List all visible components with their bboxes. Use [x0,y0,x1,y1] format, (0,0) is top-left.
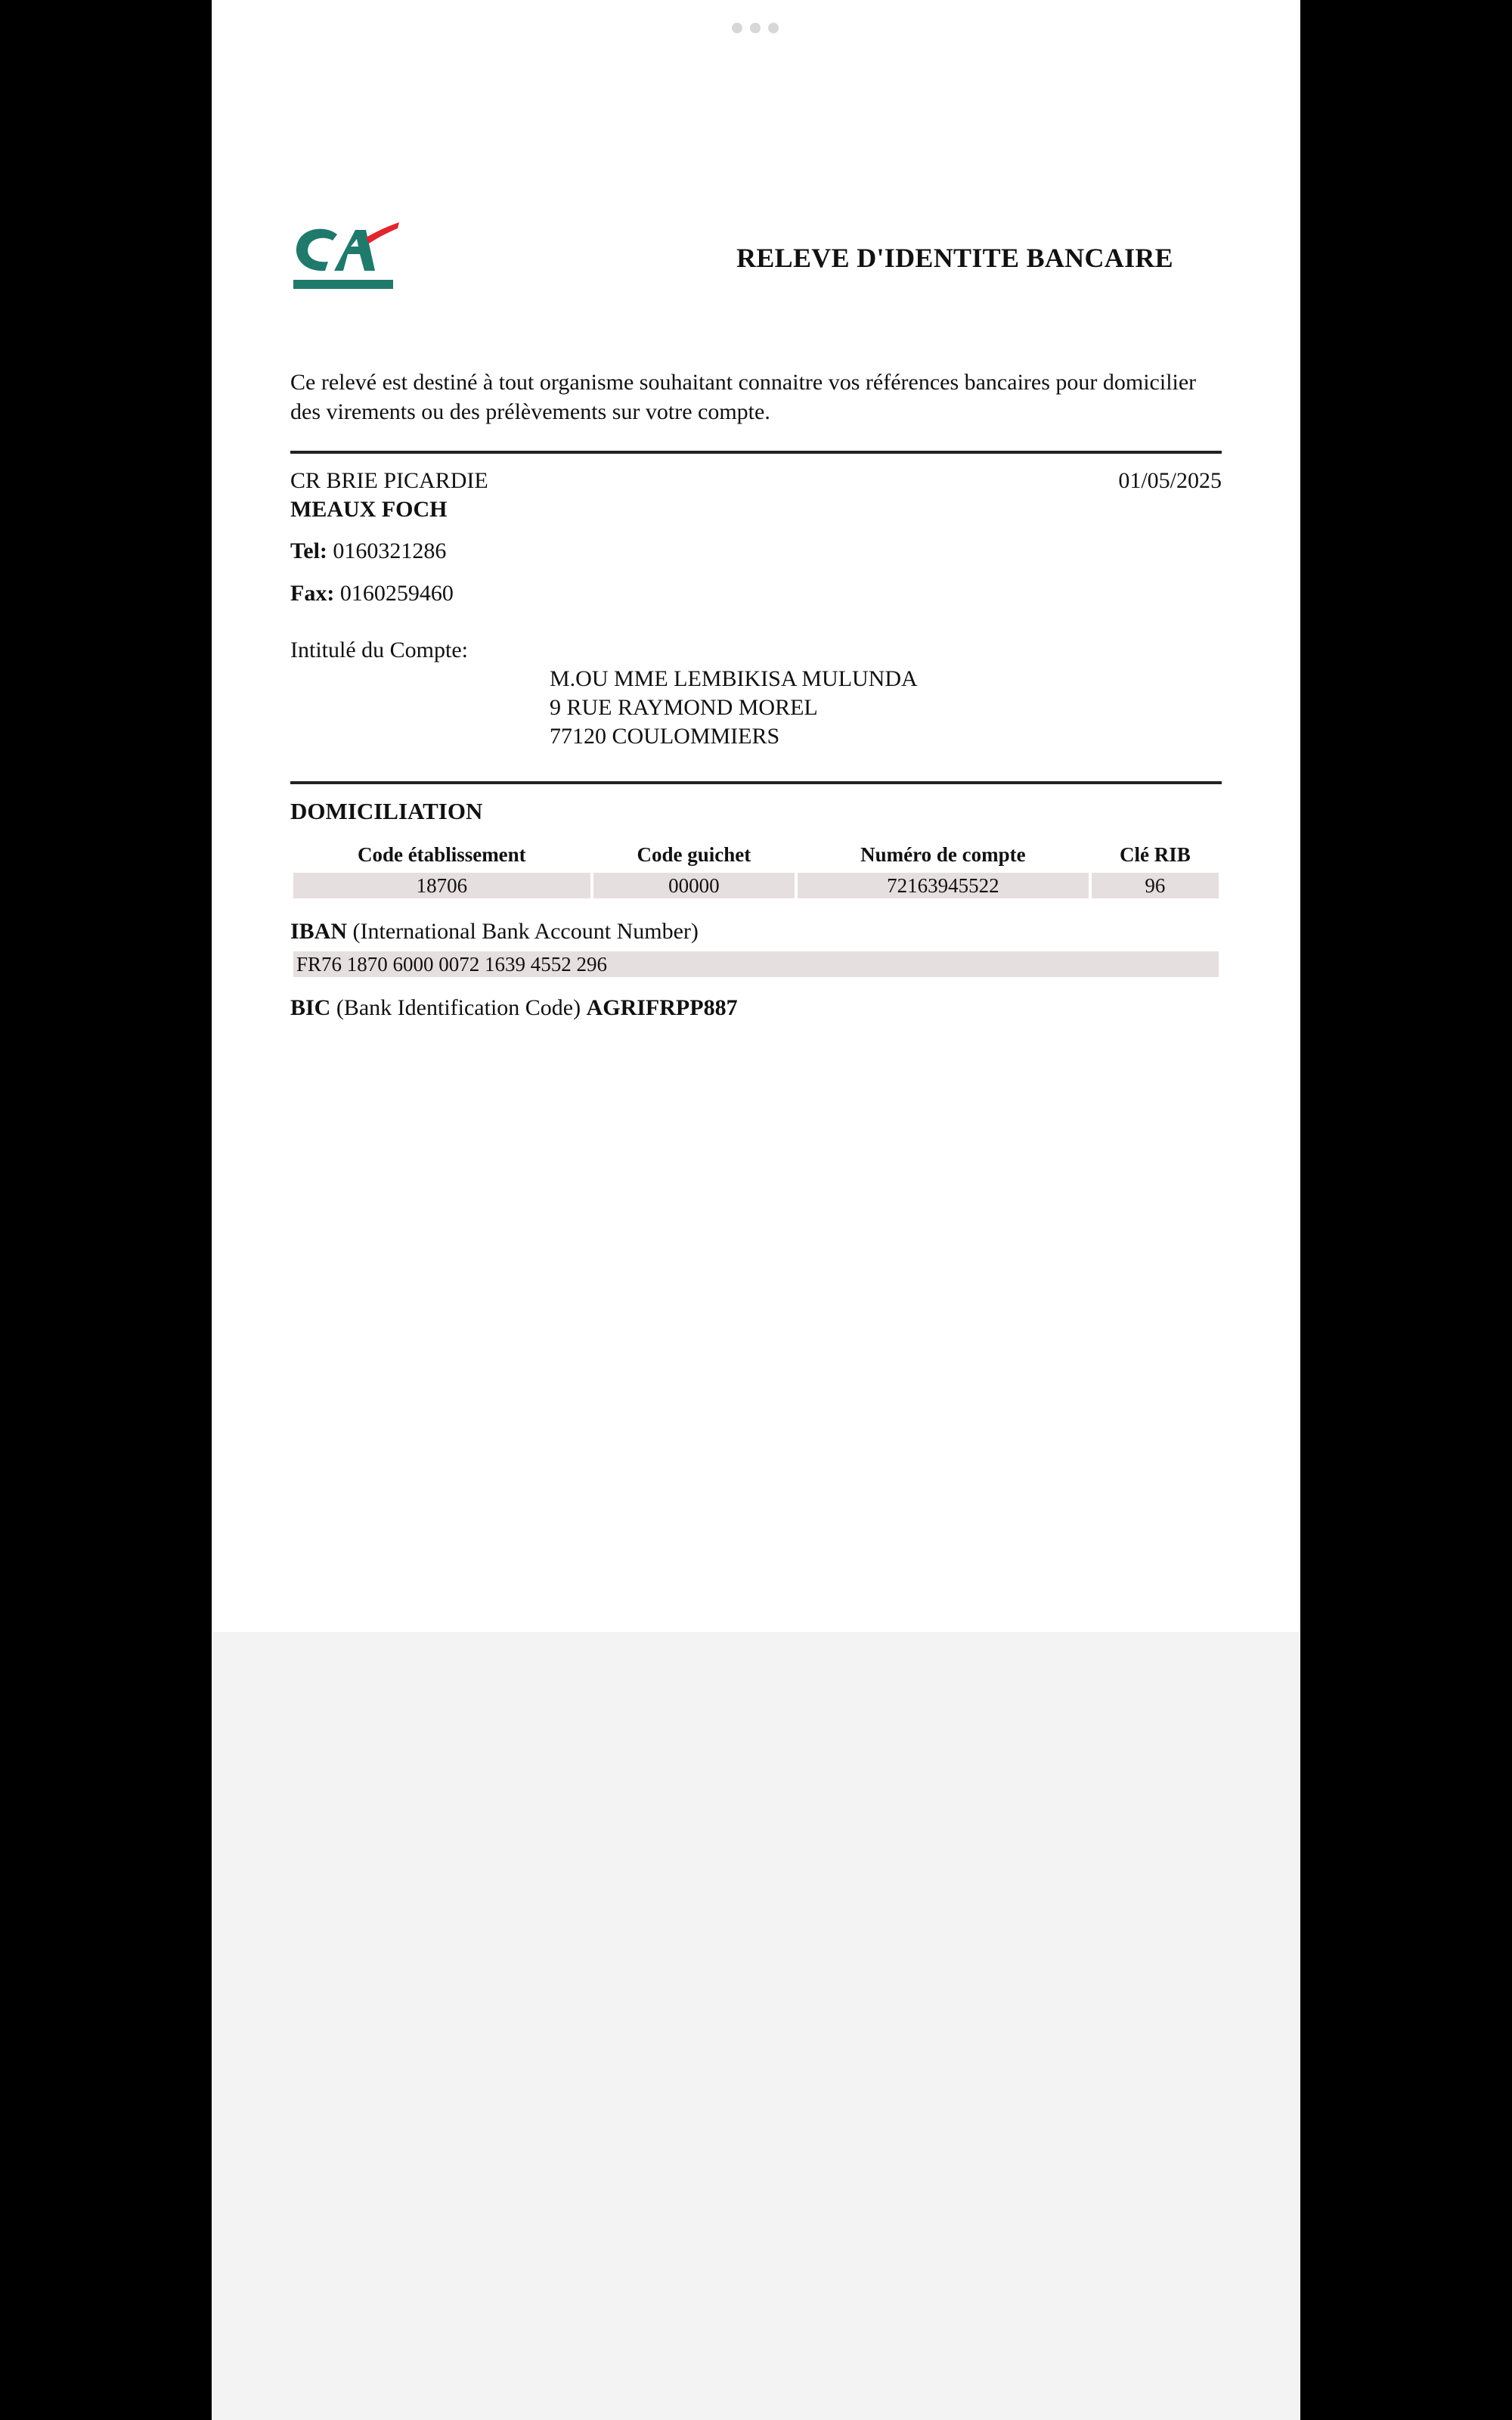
bic-description: (Bank Identification Code) [336,995,581,1020]
header-numero-compte: Numéro de compte [860,843,1026,866]
numero-compte-value: 72163945522 [798,873,1089,898]
rib-table [290,839,1222,901]
tel-label: Tel: [290,538,327,563]
rib-header-row [293,842,1219,870]
iban-label: IBAN [290,919,348,944]
iban-heading [290,917,699,946]
iban-value: FR76 1870 6000 0072 1639 4552 296 [293,951,1219,977]
domiciliation-title: DOMICILIATION [290,798,483,824]
credit-agricole-logo-icon [290,215,404,295]
fax-value: 0160259460 [339,581,454,606]
header-code-guichet: Code guichet [637,843,751,866]
document-viewer[interactable] [212,0,1300,2420]
dot [750,23,761,33]
code-guichet-value: 00000 [593,873,795,898]
branch-office: MEAUX FOCH [290,497,448,522]
bic-value: AGRIFRPP887 [586,995,738,1020]
code-etablissement-value: 18706 [293,873,590,898]
dot [732,23,742,33]
more-options-icon[interactable] [732,23,779,33]
branch-name: CR BRIE PICARDIE [290,468,488,493]
tel-value: 0160321286 [333,538,447,563]
bic-label: BIC [290,995,331,1020]
document-page [212,0,1300,1632]
divider [290,781,1222,784]
rib-value-row [293,873,1219,898]
iban-description: (International Bank Account Number) [352,919,699,944]
bic-row [290,994,738,1022]
header-code-etablissement: Code établissement [357,843,526,866]
account-holder-city: 77120 COULOMMIERS [550,724,780,749]
account-holder-street: 9 RUE RAYMOND MOREL [550,695,818,720]
document-title: RELEVE D'IDENTITE BANCAIRE [736,243,1173,273]
cle-rib-value: 96 [1092,873,1219,898]
intro-text: Ce relevé est destiné à tout organisme souhaitant connaitre vos références bancaires pour domicilier des virements ou des prélèvements sur votre compte. [290,370,1197,424]
dot [768,23,779,33]
fax-row [290,579,454,608]
account-label: Intitulé du Compte: [290,638,468,662]
statement-date: 01/05/2025 [1118,468,1222,493]
account-holder-name: M.OU MME LEMBIKISA MULUNDA [550,666,918,691]
tel-row [290,537,446,566]
divider [290,451,1222,454]
header-cle-rib: Clé RIB [1119,843,1191,866]
fax-label: Fax: [290,581,335,606]
